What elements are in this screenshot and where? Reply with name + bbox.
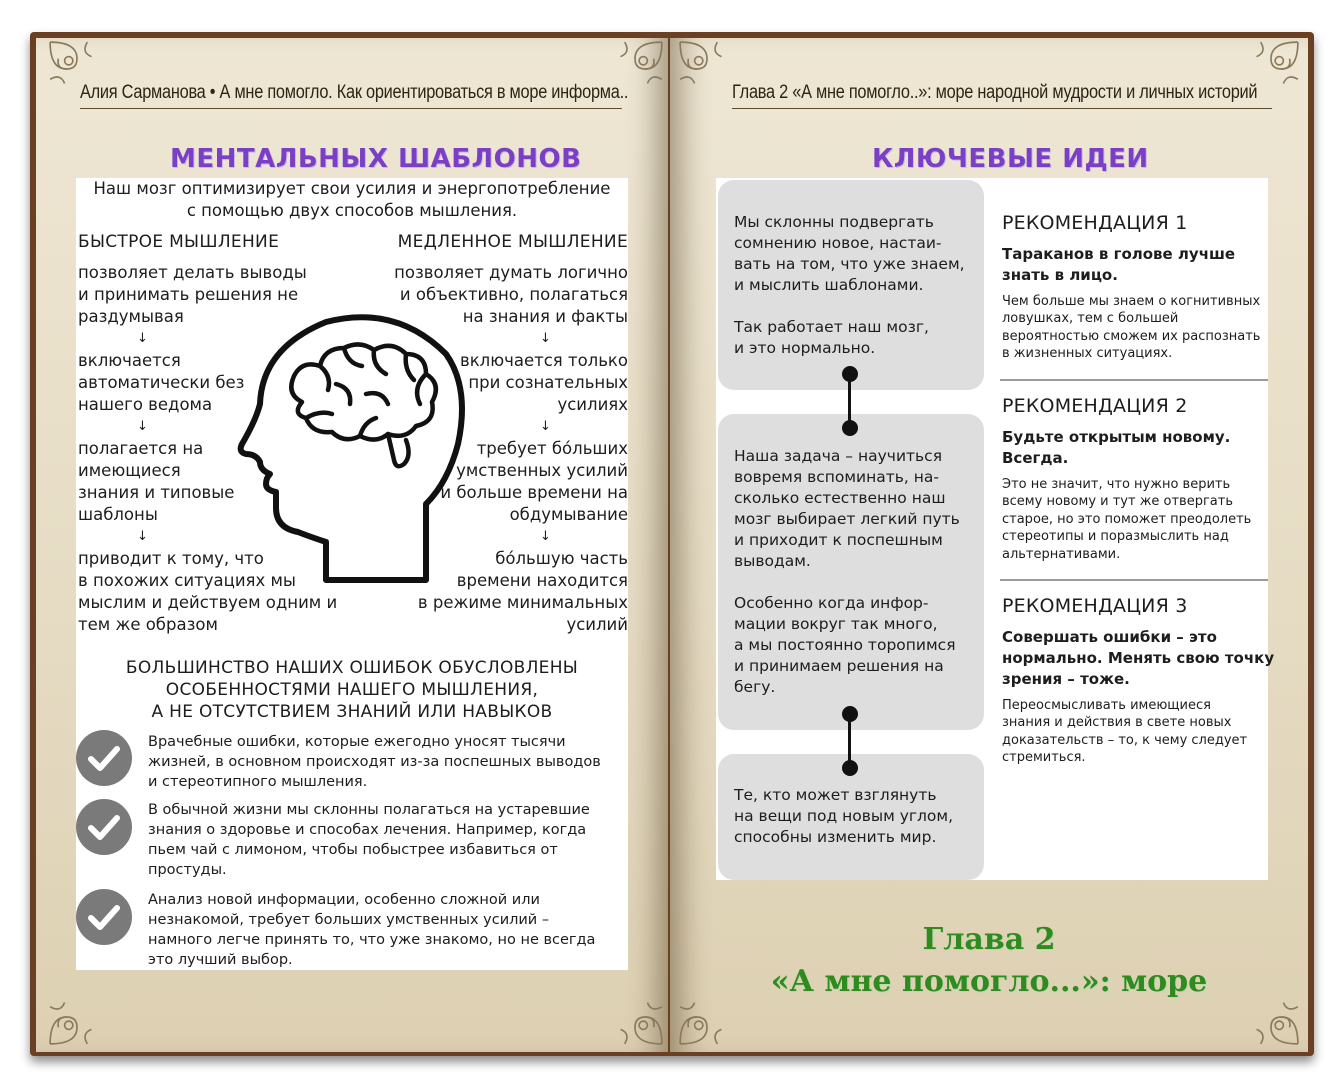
recommendation-body: ловушках, тем с большей bbox=[1002, 311, 1179, 326]
recommendation-body: Переосмысливать имеющиеся bbox=[1002, 698, 1211, 713]
connector-dot bbox=[842, 760, 858, 776]
fast-line: автоматически без bbox=[78, 373, 245, 392]
recommendation-body: стремиться. bbox=[1002, 750, 1086, 765]
idea-text: бегу. bbox=[734, 678, 776, 696]
fast-line: имеющиеся bbox=[78, 461, 181, 480]
corner-ornament-icon bbox=[676, 38, 738, 100]
recommendation-headline: Будьте открытым новому. bbox=[1002, 428, 1231, 446]
check-text: В обычной жизни мы склонны полагаться на устаревшие bbox=[148, 802, 590, 818]
recommendation-body: вероятностью сможем их распознать bbox=[1002, 329, 1261, 344]
fast-line: в похожих ситуациях мы bbox=[78, 571, 296, 590]
fast-line: тем же образом bbox=[78, 615, 218, 634]
idea-text: Наша задача – научиться bbox=[734, 447, 943, 465]
slow-line: на знания и факты bbox=[462, 307, 628, 326]
recommendation-body: всему новому и тут же отвергать bbox=[1002, 494, 1234, 509]
slow-line: и объективно, полагаться bbox=[399, 285, 628, 304]
divider bbox=[1000, 579, 1268, 581]
corner-ornament-icon bbox=[46, 986, 108, 1048]
corner-ornament-icon bbox=[604, 986, 666, 1048]
chapter-number: Глава 2 bbox=[922, 922, 1056, 957]
recommendation-headline: знать в лицо. bbox=[1002, 266, 1118, 284]
slow-line: обдумывание bbox=[509, 505, 628, 524]
check-text: намного легче принять то, что уже знакомо, но не всегда bbox=[148, 932, 596, 948]
intro-line: Наш мозг оптимизирует свои усилия и энергопотребление bbox=[93, 179, 611, 198]
slow-line: включается только bbox=[459, 351, 628, 370]
summary-heading: ОСОБЕННОСТЯМИ НАШЕГО МЫШЛЕНИЯ, bbox=[165, 680, 539, 700]
fast-line: мыслим и действуем одним и bbox=[78, 593, 338, 612]
check-text: Анализ новой информации, особенно сложной или bbox=[148, 892, 540, 908]
check-text: незнакомой, требует больших умственных усилий – bbox=[148, 912, 550, 928]
fast-line: раздумывая bbox=[78, 307, 184, 326]
fast-line: позволяет делать выводы bbox=[78, 263, 307, 282]
slow-line: и больше времени на bbox=[440, 483, 628, 502]
idea-text: Так работает наш мозг, bbox=[734, 318, 929, 336]
section-title-right: КЛЮЧЕВЫЕ ИДЕИ bbox=[872, 144, 1149, 174]
brain-head-icon bbox=[236, 304, 468, 586]
slow-thinking-title: МЕДЛЕННОЕ МЫШЛЕНИЕ bbox=[397, 232, 628, 252]
idea-text: и это нормально. bbox=[734, 339, 876, 357]
idea-text: сколько естественно наш bbox=[734, 489, 946, 507]
slow-line: при сознательных bbox=[468, 373, 628, 392]
connector-dot bbox=[842, 420, 858, 436]
idea-text: Те, кто может взглянуть bbox=[734, 786, 937, 804]
fast-line: полагается на bbox=[78, 439, 204, 458]
recommendation-body: альтернативами. bbox=[1002, 547, 1121, 562]
connector-dot bbox=[842, 706, 858, 722]
recommendation-headline: Всегда. bbox=[1002, 449, 1069, 467]
fast-line: и принимать решения не bbox=[78, 285, 299, 304]
idea-text: выводам. bbox=[734, 552, 811, 570]
recommendation-headline: Тараканов в голове лучше bbox=[1002, 245, 1236, 263]
slow-line: умственных усилий bbox=[456, 461, 628, 480]
idea-text: и приходит к поспешным bbox=[734, 531, 943, 549]
section-title-left: МЕНТАЛЬНЫХ ШАБЛОНОВ bbox=[170, 144, 582, 174]
slow-line: требует бо́льших bbox=[476, 439, 628, 458]
fast-line: шаблоны bbox=[78, 505, 158, 524]
idea-text: и принимаем решения на bbox=[734, 657, 944, 675]
recommendation-title: РЕКОМЕНДАЦИЯ 3 bbox=[1002, 595, 1188, 617]
arrow-down-icon: ↓ bbox=[540, 419, 551, 434]
fast-line: знания и типовые bbox=[78, 483, 235, 502]
fast-line: нашего ведома bbox=[78, 395, 213, 414]
idea-text: и мыслить шаблонами. bbox=[734, 276, 924, 294]
slow-line: времени находится bbox=[456, 571, 628, 590]
check-text: жизней, в основном происходят из-за поспешных выводов bbox=[148, 754, 601, 770]
checkmark-icon bbox=[76, 730, 132, 786]
slow-line: бо́льшую часть bbox=[495, 549, 628, 568]
check-text: Врачебные ошибки, которые ежегодно уносят тысячи bbox=[148, 734, 566, 750]
running-header-left: Алия Сарманова • А мне помогло. Как ориентироваться в море информа.. bbox=[80, 82, 622, 109]
check-text: знания о здоровье и способах лечения. Например, когда bbox=[148, 822, 587, 838]
recommendation-headline: зрения – тоже. bbox=[1002, 670, 1130, 688]
intro-line: с помощью двух способов мышления. bbox=[186, 201, 518, 220]
recommendation-body: доказательств – то, к чему следует bbox=[1002, 733, 1248, 748]
divider bbox=[1000, 379, 1268, 381]
arrow-down-icon: ↓ bbox=[540, 331, 551, 346]
check-text: и стереотипного мышления. bbox=[148, 774, 368, 790]
fast-line: включается bbox=[78, 351, 181, 370]
check-text: простуды. bbox=[148, 862, 227, 878]
summary-heading: А НЕ ОТСУТСТВИЕМ ЗНАНИЙ ИЛИ НАВЫКОВ bbox=[151, 702, 553, 722]
idea-text: на вещи под новым углом, bbox=[734, 807, 954, 825]
checkmark-icon bbox=[76, 799, 132, 855]
recommendation-body: Это не значит, что нужно верить bbox=[1002, 477, 1231, 492]
slow-line: усилиях bbox=[557, 395, 628, 414]
running-header-right: Глава 2 «А мне помогло..»: море народной мудрости и личных историй bbox=[732, 82, 1272, 109]
checkmark-icon bbox=[76, 889, 132, 945]
slow-line: в режиме минимальных bbox=[417, 593, 628, 612]
recommendation-body: знания и действия в свете новых bbox=[1002, 715, 1232, 730]
idea-text: сомнению новое, настаи- bbox=[734, 234, 942, 252]
check-text: пьем чай с лимоном, чтобы побыстрее избавиться от bbox=[148, 842, 558, 858]
connector-dot bbox=[842, 366, 858, 382]
recommendation-headline: Совершать ошибки – это bbox=[1002, 628, 1217, 646]
recommendation-body: Чем больше мы знаем о когнитивных bbox=[1002, 294, 1261, 309]
idea-text: способны изменить мир. bbox=[734, 828, 937, 846]
recommendation-headline: нормально. Менять свою точку bbox=[1002, 649, 1275, 667]
recommendation-body: в жизненных ситуациях. bbox=[1002, 346, 1173, 361]
idea-text: мозг выбирает легкий путь bbox=[734, 510, 960, 528]
summary-heading: БОЛЬШИНСТВО НАШИХ ОШИБОК ОБУСЛОВЛЕНЫ bbox=[125, 658, 579, 678]
arrow-down-icon: ↓ bbox=[540, 529, 551, 544]
arrow-down-icon: ↓ bbox=[137, 331, 148, 346]
recommendation-title: РЕКОМЕНДАЦИЯ 2 bbox=[1002, 395, 1188, 417]
idea-text: вать на том, что уже знаем, bbox=[734, 255, 965, 273]
idea-text: Особенно когда инфор- bbox=[734, 594, 929, 612]
idea-text: мации вокруг так много, bbox=[734, 615, 938, 633]
recommendation-title: РЕКОМЕНДАЦИЯ 1 bbox=[1002, 212, 1188, 234]
check-text: это лучший выбор. bbox=[148, 952, 293, 968]
fast-thinking-title: БЫСТРОЕ МЫШЛЕНИЕ bbox=[78, 232, 280, 252]
fast-line: приводит к тому, что bbox=[78, 549, 264, 568]
idea-text: вовремя вспоминать, на- bbox=[734, 468, 939, 486]
arrow-down-icon: ↓ bbox=[137, 419, 148, 434]
recommendation-body: стереотипы и поразмыслить над bbox=[1002, 529, 1229, 544]
arrow-down-icon: ↓ bbox=[137, 529, 148, 544]
chapter-title: «А мне помогло...»: море bbox=[770, 964, 1208, 999]
slow-line: усилий bbox=[566, 615, 628, 634]
recommendation-body: старое, но это поможет преодолеть bbox=[1002, 512, 1252, 527]
idea-text: а мы постоянно торопимся bbox=[734, 636, 956, 654]
idea-text: Мы склонны подвергать bbox=[734, 213, 934, 231]
slow-line: позволяет думать логично bbox=[394, 263, 628, 282]
